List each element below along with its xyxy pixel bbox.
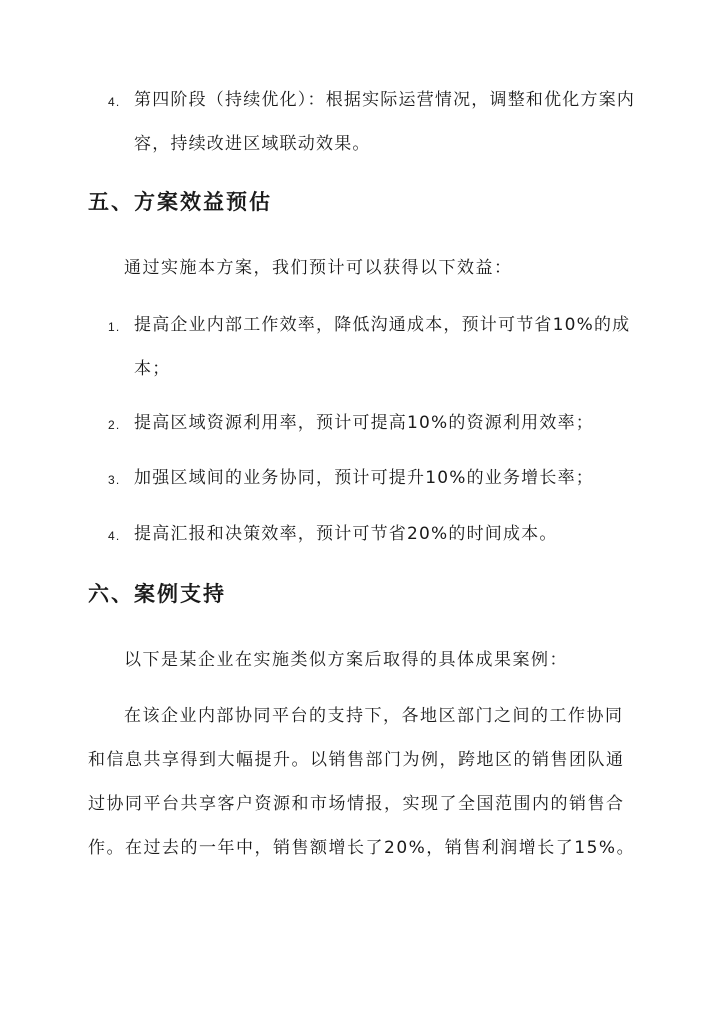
list-text: 提高区域资源利用率，预计可提高10%的资源利用效率； xyxy=(134,413,594,433)
list-number: 1. xyxy=(108,320,121,334)
list-text: 提高汇报和决策效率，预计可节省20%的时间成本。 xyxy=(134,524,558,544)
list-number: 3. xyxy=(108,473,121,487)
benefit-item xyxy=(108,456,643,500)
case-body: 在该企业内部协同平台的支持下，各地区部门之间的工作协同和信息共享得到大幅提升。以销售部门为例，跨地区的销售团队通过协同平台共享客户资源和市场情报，实现了全国范围内的销售合作。在过去的一年中，销售额增长了20%，销售利润增长了15%。 xyxy=(88,706,636,858)
benefit-item xyxy=(108,512,643,556)
list-text: 第四阶段（持续优化）：根据实际运营情况，调整和优化方案内容，持续改进区域联动效果。 xyxy=(134,90,636,154)
list-text: 加强区域间的业务协同，预计可提升10%的业务增长率； xyxy=(134,468,594,488)
benefit-item xyxy=(108,401,643,445)
list-text: 提高企业内部工作效率，降低沟通成本，预计可节省10%的成本； xyxy=(134,315,631,379)
list-number: 4. xyxy=(108,529,121,543)
case-intro: 以下是某企业在实施类似方案后取得的具体成果案例： xyxy=(124,650,568,670)
list-number: 2. xyxy=(108,418,121,432)
section-heading-case-study: 六、案例支持 xyxy=(88,581,226,606)
phase-list-item xyxy=(108,78,643,166)
list-number: 4. xyxy=(108,95,121,109)
benefits-intro: 通过实施本方案，我们预计可以获得以下效益： xyxy=(124,258,513,278)
section-heading-benefits: 五、方案效益预估 xyxy=(88,189,272,214)
benefit-item xyxy=(108,303,643,391)
